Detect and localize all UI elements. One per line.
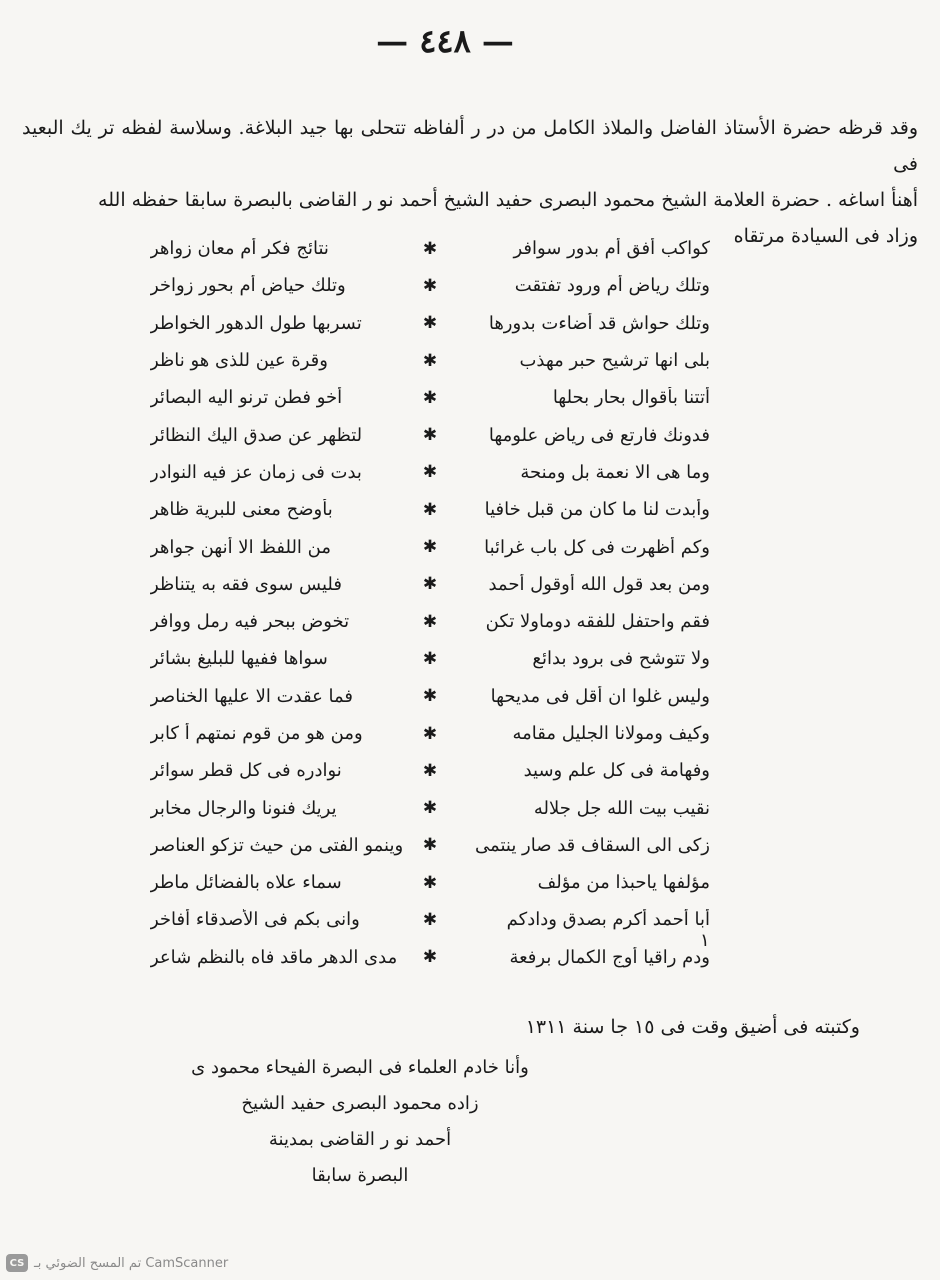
verse-second-hemistich: بأوضح معنى للبرية ظاهر [150, 499, 333, 521]
verse-second-hemistich: يريك فنونا والرجال مخابر [150, 797, 337, 819]
verse-separator-icon: ✱ [422, 686, 438, 707]
signature-line: زاده محمود البصرى حفيد الشيخ [241, 1093, 479, 1114]
verse-second-hemistich: فما عقدت الا عليها الخناصر [150, 685, 354, 707]
intro-line: وقد قرظه حضرة الأستاذ الفاضل والملاذ الكامل من در ر ألفاظه تتحلى بها جيد البلاغة. وسلاسة لفظه تر يك البعيد فى [22, 117, 918, 175]
camscanner-logo-icon: CS [6, 1254, 28, 1272]
signature-line: البصرة سابقا [311, 1165, 409, 1186]
verse-separator-icon: ✱ [422, 872, 438, 893]
verse-first-hemistich: فدونك فارتع فى رياض علومها [488, 424, 710, 446]
poem-verse [150, 864, 710, 901]
verse-first-hemistich: وما هى الا نعمة بل ومنحة [520, 461, 710, 483]
verse-first-hemistich: وأبدت لنا ما كان من قبل خافيا [484, 499, 710, 521]
verse-first-hemistich: نقيب بيت الله جل جلاله [533, 797, 710, 819]
verse-first-hemistich: ودم راقيا أوج الكمال برفعة [509, 946, 710, 968]
poem-verse [150, 491, 710, 528]
signature-line: وأنا خادم العلماء فى البصرة الفيحاء محمود ى [191, 1057, 529, 1078]
verse-separator-icon: ✱ [422, 947, 438, 968]
poem-verse [150, 715, 710, 752]
poem-verse [150, 827, 710, 864]
poem-verse [150, 379, 710, 416]
verse-separator-icon: ✱ [422, 425, 438, 446]
verse-separator-icon: ✱ [422, 611, 438, 632]
signature-line: أحمد نو ر القاضى بمدينة [268, 1129, 452, 1150]
verse-first-hemistich: كواكب أفق أم بدور سوافر [513, 238, 710, 260]
poem-verse [150, 566, 710, 603]
poem-verse [150, 789, 710, 826]
verse-first-hemistich: أبا أحمد أكرم بصدق ودادكم [506, 909, 710, 931]
poem-verse [150, 901, 710, 938]
intro-line: وزاد فى السيادة مرتقاه [733, 225, 918, 247]
verse-second-hemistich: ومن هو من قوم نمتهم أ كابر [150, 723, 363, 744]
verse-separator-icon: ✱ [422, 350, 438, 371]
verse-second-hemistich: أخو فطن ترنو اليه البصائر [150, 387, 343, 409]
verse-separator-icon: ✱ [422, 313, 438, 334]
verse-separator-icon: ✱ [422, 462, 438, 483]
camscanner-watermark [6, 1254, 228, 1272]
verse-second-hemistich: فليس سوى فقه به يتناظر [150, 573, 342, 595]
verse-second-hemistich: من اللفظ الا أنهن جواهر [150, 536, 331, 558]
verse-first-hemistich: ولا تتوشح فى برود بدائع [532, 648, 710, 670]
poem-verse [150, 752, 710, 789]
verse-second-hemistich: بدت فى زمان عز فيه النوادر [150, 461, 362, 483]
poem-verse [150, 454, 710, 491]
verse-first-hemistich: وكيف ومولانا الجليل مقامه [512, 723, 710, 744]
poem-verse [150, 603, 710, 640]
verse-separator-icon: ✱ [422, 537, 438, 558]
verse-second-hemistich: وقرة عين للذى هو ناظر [150, 350, 328, 372]
verse-separator-icon: ✱ [422, 574, 438, 595]
verse-separator-icon: ✱ [422, 499, 438, 520]
poem-verse [150, 678, 710, 715]
verse-separator-icon: ✱ [422, 835, 438, 856]
verse-second-hemistich: لتظهر عن صدق اليك النظائر [150, 424, 363, 446]
poem-verse [150, 267, 710, 304]
verse-first-hemistich: زكى الى السقاف قد صار ينتمى [475, 834, 710, 856]
poem-verse [150, 528, 710, 565]
verse-separator-icon: ✱ [422, 723, 438, 744]
watermark-text: تم المسح الضوئي بـ CamScanner [34, 1255, 229, 1271]
verse-second-hemistich: سواها ففيها للبليغ بشائر [150, 648, 328, 670]
margin-mark: ١ [700, 930, 710, 951]
poem-verse [150, 416, 710, 453]
poem-verse [150, 305, 710, 342]
page-number: — ٤٤٨ — [376, 22, 514, 60]
verse-first-hemistich: أتتنا بأقوال بحار بحلها [552, 387, 710, 409]
verse-second-hemistich: وانى بكم فى الأصدقاء أفاخر [150, 909, 360, 931]
verse-second-hemistich: تخوض ببحر فيه رمل ووافر [150, 611, 350, 633]
verse-second-hemistich: نتائج فكر أم معان زواهر [150, 238, 329, 260]
poem-verse [150, 342, 710, 379]
verse-first-hemistich: وفهامة فى كل علم وسيد [523, 760, 710, 782]
poem [150, 230, 710, 976]
verse-first-hemistich: ومن بعد قول الله أوقول أحمد [488, 573, 710, 595]
signature-block [180, 1050, 540, 1194]
verse-first-hemistich: وليس غلوا ان أقل فى مديحها [490, 685, 710, 707]
poem-verse [150, 939, 710, 976]
verse-separator-icon: ✱ [422, 909, 438, 930]
verse-second-hemistich: وينمو الفتى من حيث تزكو العناصر [150, 834, 404, 856]
intro-line: أهنأ اساغه . حضرة العلامة الشيخ محمود البصرى حفيد الشيخ أحمد نو ر القاضى بالبصرة سابقا حفظه الله [98, 189, 918, 211]
verse-separator-icon: ✱ [422, 387, 438, 408]
verse-second-hemistich: وتلك حياض أم بحور زواخر [150, 275, 346, 297]
verse-second-hemistich: تسربها طول الدهور الخواطر [150, 312, 362, 334]
verse-separator-icon: ✱ [422, 760, 438, 781]
verse-second-hemistich: نوادره فى كل قطر سوائر [150, 760, 342, 782]
verse-separator-icon: ✱ [422, 238, 438, 259]
verse-second-hemistich: سماء علاه بالفضائل ماطر [150, 872, 342, 894]
verse-first-hemistich: مؤلفها ياحبذا من مؤلف [537, 872, 710, 894]
verse-second-hemistich: مدى الدهر ماقد فاه بالنظم شاعر [150, 946, 398, 968]
verse-separator-icon: ✱ [422, 798, 438, 819]
poem-verse [150, 230, 710, 267]
verse-first-hemistich: بلى انها ترشيح حبر مهذب [519, 350, 710, 372]
verse-first-hemistich: وتلك حواش قد أضاءت بدورها [488, 312, 710, 334]
verse-first-hemistich: وتلك رياض أم ورود تفتقت [514, 275, 710, 297]
verse-separator-icon: ✱ [422, 275, 438, 296]
date-note: وكتبته فى أضيق وقت فى ١٥ جا سنة ١٣١١ [525, 1016, 860, 1038]
verse-first-hemistich: فقم واحتفل للفقه دوماولا تكن [485, 611, 710, 633]
verse-first-hemistich: وكم أظهرت فى كل باب غرائبا [484, 536, 710, 558]
verse-separator-icon: ✱ [422, 648, 438, 669]
poem-verse [150, 640, 710, 677]
